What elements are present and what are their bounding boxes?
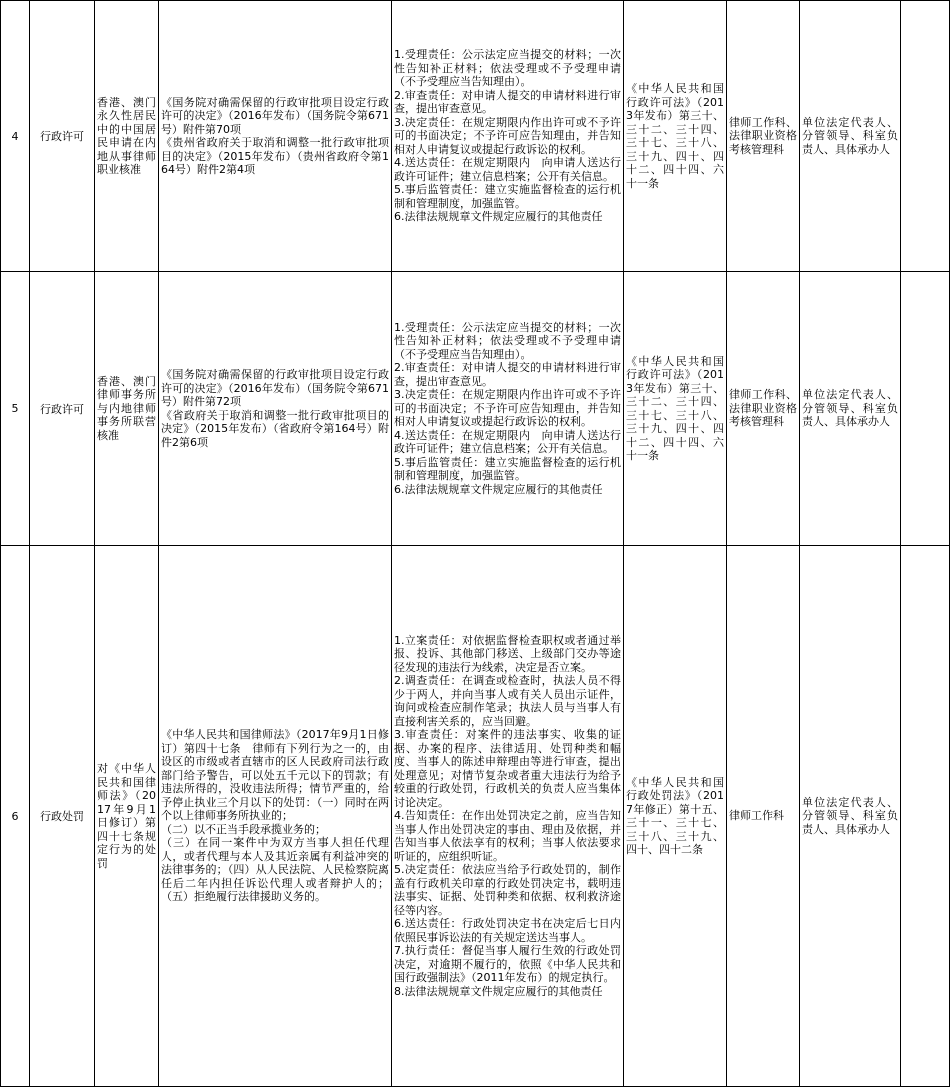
responsible-department xyxy=(727,272,800,546)
legal-basis xyxy=(624,272,727,546)
responsible-department xyxy=(727,546,800,1087)
table-row xyxy=(1,272,950,546)
responsible-person-line: 单位法定代表人、分管领导、科室负责人、具体承办人 xyxy=(802,115,898,156)
setting-basis-line: 《省政府关于取消和调整一批行政审批项目的决定》（2015年发布）（省政府令第164号）附件2第6项 xyxy=(161,408,389,449)
responsibility-items-line: 2.审查责任：对申请人提交的申请材料进行审查，提出审查意见。 xyxy=(394,88,621,116)
responsibility-items-line: 2.审查责任：对申请人提交的申请材料进行审查，提出审查意见。 xyxy=(394,361,621,388)
power-item-name-line: 香港、澳门律师事务所与内地律师事务所联营核准 xyxy=(97,374,156,442)
setting-basis-line: 《贵州省政府关于取消和调整一批行政审批项目的决定》（2015年发布）（贵州省政府令第164号）附件2第4项 xyxy=(161,136,389,176)
responsibility-items-line: 1.受理责任：公示法定应当提交的材料；一次性告知补正材料；依法受理或不予受理申请（不予受理应当告知理由）。 xyxy=(394,320,621,361)
setting-basis-line: 《中华人民共和国律师法》（2017年9月1日修订）第四十七条 律师有下列行为之一的，由设区的市级或者直辖市的区人民政府司法行政部门给予警告，可以处五千元以下的罚款；有违法所得的，没收违法所得；情节严重的，给予停止执业三个月以下的处罚：（一）同时在两个以上律师事务所执业的； xyxy=(161,728,389,823)
setting-basis-line: （二）以不正当手段承揽业务的； xyxy=(161,822,326,836)
legal-basis xyxy=(624,546,727,1087)
setting-basis xyxy=(159,272,392,546)
responsibility-items-line: 4.送达责任：在规定期限内 向申请人送达行政许可证件；建立信息档案；公开有关信息。 xyxy=(394,428,621,456)
legal-basis-line: 《中华人民共和国行政许可法》（2013年发布）第三十、三十二、三十四、三十七、三十八、三十九、四十、四十二、四十四、六十一条 xyxy=(626,354,724,462)
setting-basis-line: （三）在同一案件中为双方当事人担任代理人，或者代理与本人及其近亲属有利益冲突的法律事务的；（四）从人民法院、人民检察院离任后二年内担任诉讼代理人或者辩护人的；（五）拒绝履行法律援助义务的。 xyxy=(161,836,389,904)
responsible-department-line: 律师工作科 xyxy=(729,809,784,823)
responsibility-items xyxy=(392,546,624,1087)
power-item-name xyxy=(95,546,159,1087)
responsible-person-line: 单位法定代表人、分管领导、科室负责人、具体承办人 xyxy=(802,388,898,429)
remark xyxy=(901,1,950,272)
responsibility-items-line: 6.法律法规规章文件规定应履行的其他责任 xyxy=(394,482,603,496)
legal-basis xyxy=(624,1,727,272)
responsibility-items-line: 4.送达责任：在规定期限内 向申请人送达行政许可证件；建立信息档案；公开有关信息。 xyxy=(394,156,621,183)
responsibility-items-line: 5.事后监管责任：建立实施监督检查的运行机制和管理制度，加强监管。 xyxy=(394,183,621,210)
row-number: 5 xyxy=(1,272,30,546)
responsibility-items-line: 2.调查责任：在调查或检查时，执法人员不得少于两人，并向当事人或有关人员出示证件，询问或检查应制作笔录；执法人员与当事人有直接利害关系的，应当回避。 xyxy=(394,674,621,728)
responsibility-items-line: 7.执行责任：督促当事人履行生效的行政处罚决定，对逾期不履行的，依照《中华人民共和国行政强制法》（2011年发布）的规定执行。 xyxy=(394,944,621,985)
legal-basis-line: 《中华人民共和国行政处罚法》（2017年修正）第十五、三十一、三十七、三十八、三十九、四十、四十二条 xyxy=(626,775,724,856)
power-category: 行政许可 xyxy=(30,1,95,272)
remark xyxy=(901,272,950,546)
responsible-person xyxy=(800,546,901,1087)
responsible-department-line: 律师工作科、法律职业资格考核管理科 xyxy=(729,388,797,429)
table-row xyxy=(1,1,950,272)
responsible-department xyxy=(727,1,800,272)
row-number: 4 xyxy=(1,1,30,272)
responsibility-items xyxy=(392,272,624,546)
responsibility-items-line: 6.送达责任：行政处罚决定书在决定后七日内依照民事诉讼法的有关规定送达当事人。 xyxy=(394,917,621,944)
setting-basis xyxy=(159,1,392,272)
power-item-name xyxy=(95,272,159,546)
remark xyxy=(901,546,950,1087)
row-number: 6 xyxy=(1,546,30,1087)
setting-basis-line: 《国务院对确需保留的行政审批项目设定行政许可的决定》（2016年发布）（国务院令第671号）附件第70项 xyxy=(161,95,389,136)
responsible-department-line: 律师工作科、法律职业资格考核管理科 xyxy=(729,115,797,156)
setting-basis xyxy=(159,546,392,1087)
responsibility-items-line: 5.事后监管责任：建立实施监督检查的运行机制和管理制度，加强监管。 xyxy=(394,455,621,483)
responsibility-items xyxy=(392,1,624,272)
responsibility-items-line: 3.决定责任：在规定期限内作出许可或不予许可的书面决定；不予许可应告知理由，并告知相对人申请复议或提起行政诉讼的权利。 xyxy=(394,388,621,429)
responsible-person xyxy=(800,1,901,272)
responsibility-items-line: 3.决定责任：在规定期限内作出许可或不予许可的书面决定；不予许可应告知理由，并告知相对人申请复议或提起行政诉讼的权利。 xyxy=(394,115,621,156)
responsibility-items-line: 1.立案责任：对依据监督检查职权或者通过举报、投诉、其他部门移送、上级部门交办等途径发现的违法行为线索，决定是否立案。 xyxy=(394,633,621,674)
legal-basis-line: 《中华人民共和国行政许可法》（2013年发布）第三十、三十二、三十四、三十七、三十八、三十九、四十、四十二、四十四、六十一条 xyxy=(626,82,724,190)
setting-basis-line: 《国务院对确需保留的行政审批项目设定行政许可的决定》（2016年发布）（国务院令第671号）附件第72项 xyxy=(161,368,389,408)
responsible-person-line: 单位法定代表人、分管领导、科室负责人、具体承办人 xyxy=(802,795,898,836)
power-item-name-line: 对《中华人民共和国律师法》（2017年9月1日修订）第四十七条规定行为的处罚 xyxy=(97,762,156,870)
power-category: 行政处罚 xyxy=(30,546,95,1087)
responsibility-items-line: 3.审查责任：对案件的违法事实、收集的证据、办案的程序、法律适用、处罚种类和幅度、当事人的陈述申辩理由等进行审查，提出处理意见；对情节复杂或者重大违法行为给予较重的行政处罚，行政机关的负责人应当集体讨论决定。 xyxy=(394,728,621,809)
power-item-name-line: 香港、澳门永久性居民中的中国居民申请在内地从事律师职业核准 xyxy=(97,95,156,176)
responsibility-items-line: 1.受理责任：公示法定应当提交的材料；一次性告知补正材料；依法受理或不予受理申请（不予受理应当告知理由）。 xyxy=(394,48,621,89)
responsibility-items-line: 4.告知责任：在作出处罚决定之前，应当告知当事人作出处罚决定的事由、理由及依据，并告知当事人依法享有的权利；当事人依法要求听证的，应组织听证。 xyxy=(394,809,621,863)
power-item-name xyxy=(95,1,159,272)
responsibility-items-line: 8.法律法规规章文件规定应履行的其他责任 xyxy=(394,984,603,998)
responsibility-items-line: 5.决定责任：依法应当给予行政处罚的，制作盖有行政机关印章的行政处罚决定书，载明违法事实、证据、处罚种类和依据、权利救济途径等内容。 xyxy=(394,863,621,917)
responsibility-items-line: 6.法律法规规章文件规定应履行的其他责任 xyxy=(394,210,603,224)
table-row xyxy=(1,546,950,1087)
power-category: 行政许可 xyxy=(30,272,95,546)
responsible-person xyxy=(800,272,901,546)
